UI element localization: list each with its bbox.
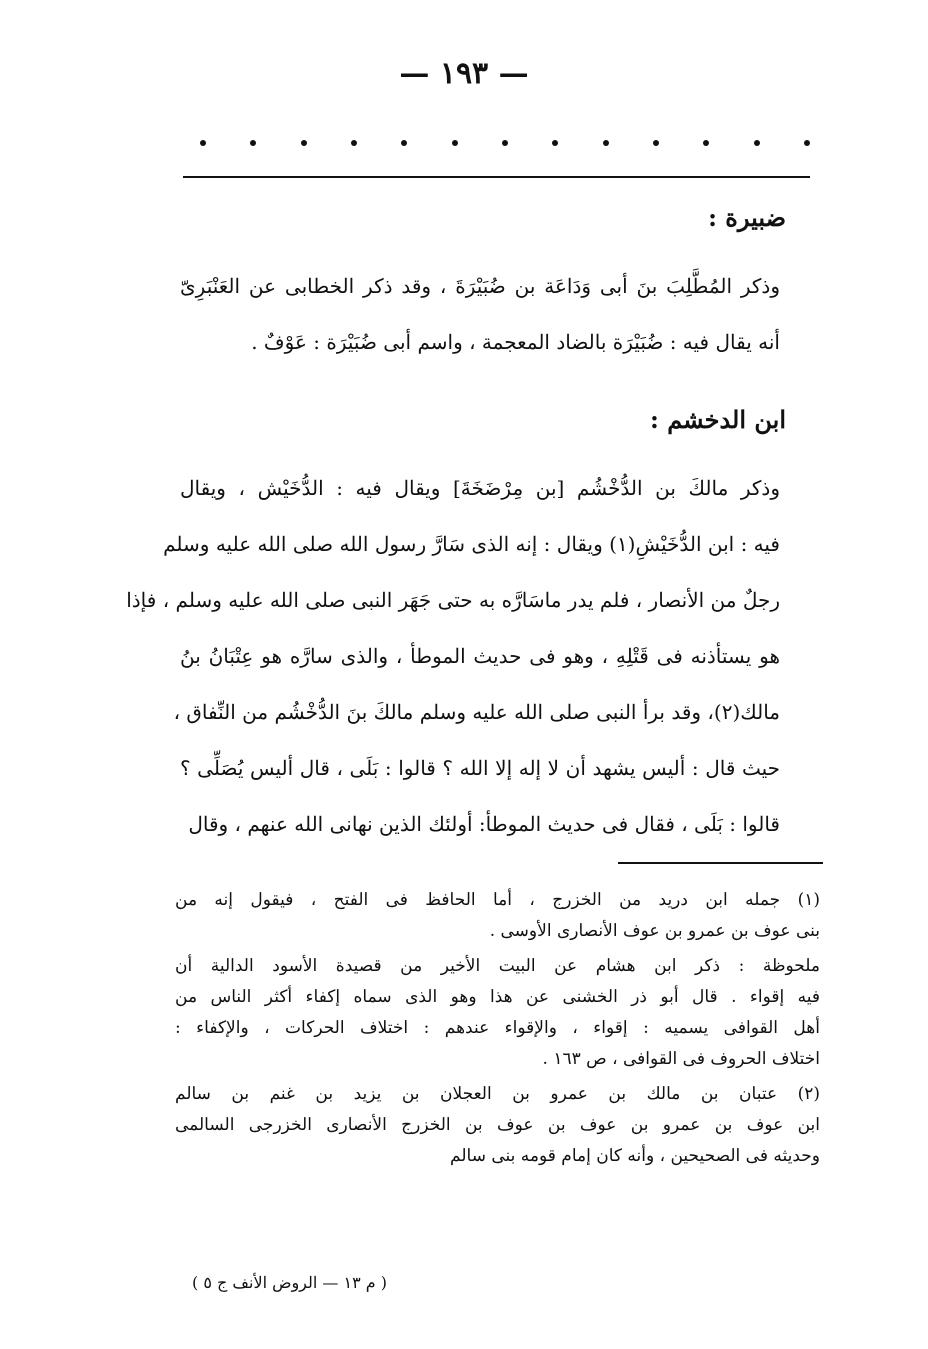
page-number: — ١٩٣ — (399, 56, 529, 91)
dot (351, 140, 357, 146)
text-line: أنه يقال فيه : ضُبَيْرَة بالضاد المعجمة ، واسم أبى ضُبَيْرَة : عَوْفٌ . (251, 330, 780, 354)
dot (552, 140, 558, 146)
footnote-2 (175, 1079, 820, 1172)
section-heading-ibn-dukhshum: ابن الدخشم : (650, 405, 786, 434)
footnote-line: اختلاف الحروف فى القوافى ، ص ١٦٣ . (542, 1049, 820, 1069)
footnote-line: ملحوظة : ذكر ابن هشام عن البيت الأخير من قصيدة الأسود الدالية أن (175, 956, 820, 976)
text-line: وذكر مالكَ بن الدُّخْشُم [بن مِرْضَخَةَ] ويقال فيه : الدُّخَيْش ، ويقال (180, 476, 780, 500)
dot (804, 140, 810, 146)
footnote-line: (١) جمله ابن دريد من الخزرج ، أما الحافظ فى الفتح ، فيقول إنه من (175, 890, 820, 910)
header-rule (183, 176, 810, 178)
dot (603, 140, 609, 146)
text-line: رجلٌ من الأنصار ، فلم يدر ماسَارَّه به حتى جَهَر النبى صلى الله عليه وسلم ، فإذا (126, 588, 780, 612)
footnote-line: بنى عوف بن عمرو بن عوف الأنصارى الأوسى . (489, 921, 820, 941)
text-line: قالوا : بَلَى ، فقال فى حديث الموطأ: أولئك الذين نهانى الله عنهم ، وقال (188, 812, 780, 836)
dot (754, 140, 760, 146)
footnote-line: فيه إقواء . قال أبو ذر الخشنى عن هذا وهو الذى سماه إكفاء أكثر الناس من (175, 987, 820, 1007)
dot (452, 140, 458, 146)
dot-divider (200, 140, 810, 146)
footnote-rule (618, 862, 823, 864)
dot (401, 140, 407, 146)
dot (200, 140, 206, 146)
text-line: فيه : ابن الدُّخَيْشِ(١) ويقال : إنه الذى سَارَّ رسول الله صلى الله عليه وسلم (163, 532, 780, 556)
text-line: مالك(٢)، وقد برأ النبى صلى الله عليه وسلم مالكَ بنَ الدُّخْشُم من النِّفاق ، (173, 700, 780, 724)
dot (653, 140, 659, 146)
section-body-ibn-dukhshum (126, 460, 820, 852)
footnote-note (175, 951, 820, 1075)
section-body-dubayra (180, 258, 820, 370)
footnote-line: (٢) عتبان بن مالك بن عمرو بن العجلان بن يزيد بن غنم بن سالم (175, 1084, 820, 1104)
text-line: وذكر المُطَّلِبَ بنَ أبى وَدَاعَة بن ضُبَيْرَةَ ، وقد ذكر الخطابى عن العَنْبَرِىّ (180, 274, 780, 298)
dot (301, 140, 307, 146)
signature-mark: ( م ١٣ — الروض الأنف ج ٥ ) (192, 1273, 387, 1292)
footnote-line: ابن عوف بن عمرو بن عوف بن عوف بن الخزرج الأنصارى الخزرجى السالمى (175, 1115, 820, 1135)
section-heading-dubayra: ضبيرة : (708, 203, 786, 232)
footnote-line: وحديثه فى الصحيحين ، وأنه كان إمام قومه بنى سالم (450, 1146, 820, 1166)
dot (703, 140, 709, 146)
footnote-1 (175, 885, 820, 947)
text-line: هو يستأذنه فى قَتْلِهِ ، وهو فى حديث الموطأ ، والذى سارَّه هو عِتْبَانُ بنُ (180, 644, 780, 668)
text-line: حيث قال : أليس يشهد أن لا إله إلا الله ؟ قالوا : بَلَى ، قال أليس يُصَلِّى ؟ (180, 756, 780, 780)
footnotes (175, 885, 820, 1176)
footnote-line: أهل القوافى يسميه : إقواء ، والإقواء عندهم : اختلاف الحركات ، والإكفاء : (175, 1018, 820, 1038)
dot (250, 140, 256, 146)
dot (502, 140, 508, 146)
